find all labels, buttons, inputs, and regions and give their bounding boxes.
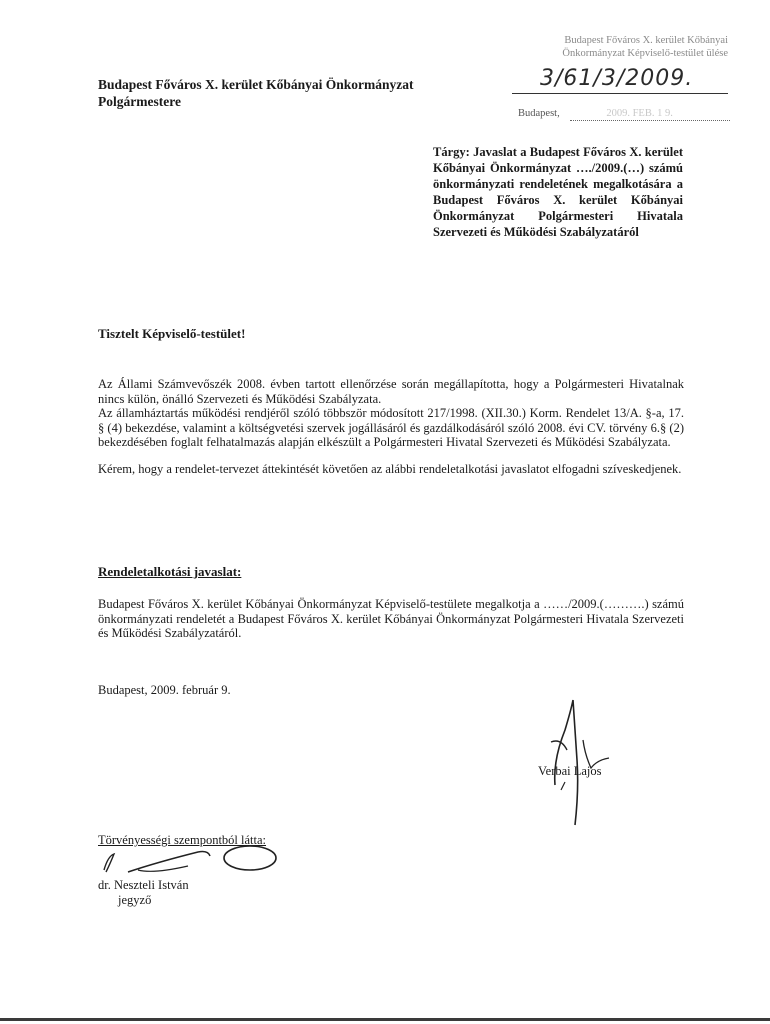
proposal-text: Budapest Főváros X. kerület Kőbányai Önkormányzat Képviselő-testülete megalkotja a ……/2009.(……….) számú önkormányzati rendeletét a Budapest Főváros X. kerület Kőbányai Önkormányzat Polgármesteri Hivatala Szervezeti és Működési Szabályzatáról. (98, 597, 684, 641)
date-line: Budapest, 2009. február 9. (98, 683, 231, 697)
stamp-line-1: Budapest Főváros X. kerület Kőbányai (564, 35, 728, 46)
issuer-line-2: Polgármestere (98, 94, 181, 109)
scan-edge-line (0, 1018, 770, 1021)
stamp-dotted-line (570, 120, 730, 121)
letter-body (98, 377, 684, 489)
notary-title: jegyző (118, 893, 152, 907)
reference-underline (512, 93, 728, 94)
notary-name: dr. Neszteli István (98, 878, 189, 892)
stamp-line-2: Önkormányzat Képviselő-testület ülése (562, 48, 728, 59)
salutation: Tisztelt Képviselő-testület! (98, 326, 246, 341)
registration-stamp-header (486, 34, 728, 60)
mayor-signature-icon (525, 690, 635, 830)
stamp-date: 2009. FEB. 1 9. (606, 108, 673, 119)
stamp-city-label: Budapest, (518, 108, 560, 119)
stamp-city-line (518, 108, 730, 119)
issuer-block (98, 76, 498, 110)
issuer-line-1: Budapest Főváros X. kerület Kőbányai Önkormányzat (98, 77, 414, 92)
mayor-name: Verbai Lajos (538, 764, 602, 778)
notary-signature-icon (98, 842, 288, 878)
paragraph-legal-basis: Az államháztartás működési rendjéről szóló többször módosított 217/1998. (XII.30.) Korm. Rendelet 13/A. §-a, 17. § (4) bekezdése, valamint a költségvetési szervek jogállásáról és gazdálkodásáról szóló 2008. évi CV. törvény 6.§ (2) bekezdésében foglalt felhatalmazás alapján elkészült a Polgármesteri Hivatal Szervezeti és Működési Szabályzata. (98, 406, 684, 450)
handwritten-reference-number: 3/61/3/2009. (540, 66, 694, 91)
paragraph-request: Kérem, hogy a rendelet-tervezet áttekintését követően az alábbi rendeletalkotási javaslatot elfogadni szíveskedjenek. (98, 461, 682, 476)
proposal-heading: Rendeletalkotási javaslat: (98, 564, 242, 579)
subject-block: Tárgy: Javaslat a Budapest Főváros X. kerület Kőbányai Önkormányzat …./2009.(…) számú önkormányzati rendeletének megalkotására a Budapest Főváros X. kerület Kőbányai Önkormányzat Polgármesteri Hivatala Szervezeti és Működési Szabályzatáról (433, 145, 683, 239)
paragraph-audit-finding: Az Állami Számvevőszék 2008. évben tartott ellenőrzése során megállapította, hogy a Polgármesteri Hivatalnak nincs külön, önálló Szervezeti és Működési Szabályzata. (98, 377, 684, 406)
legal-check-label: Törvényességi szempontból látta: (98, 833, 267, 847)
